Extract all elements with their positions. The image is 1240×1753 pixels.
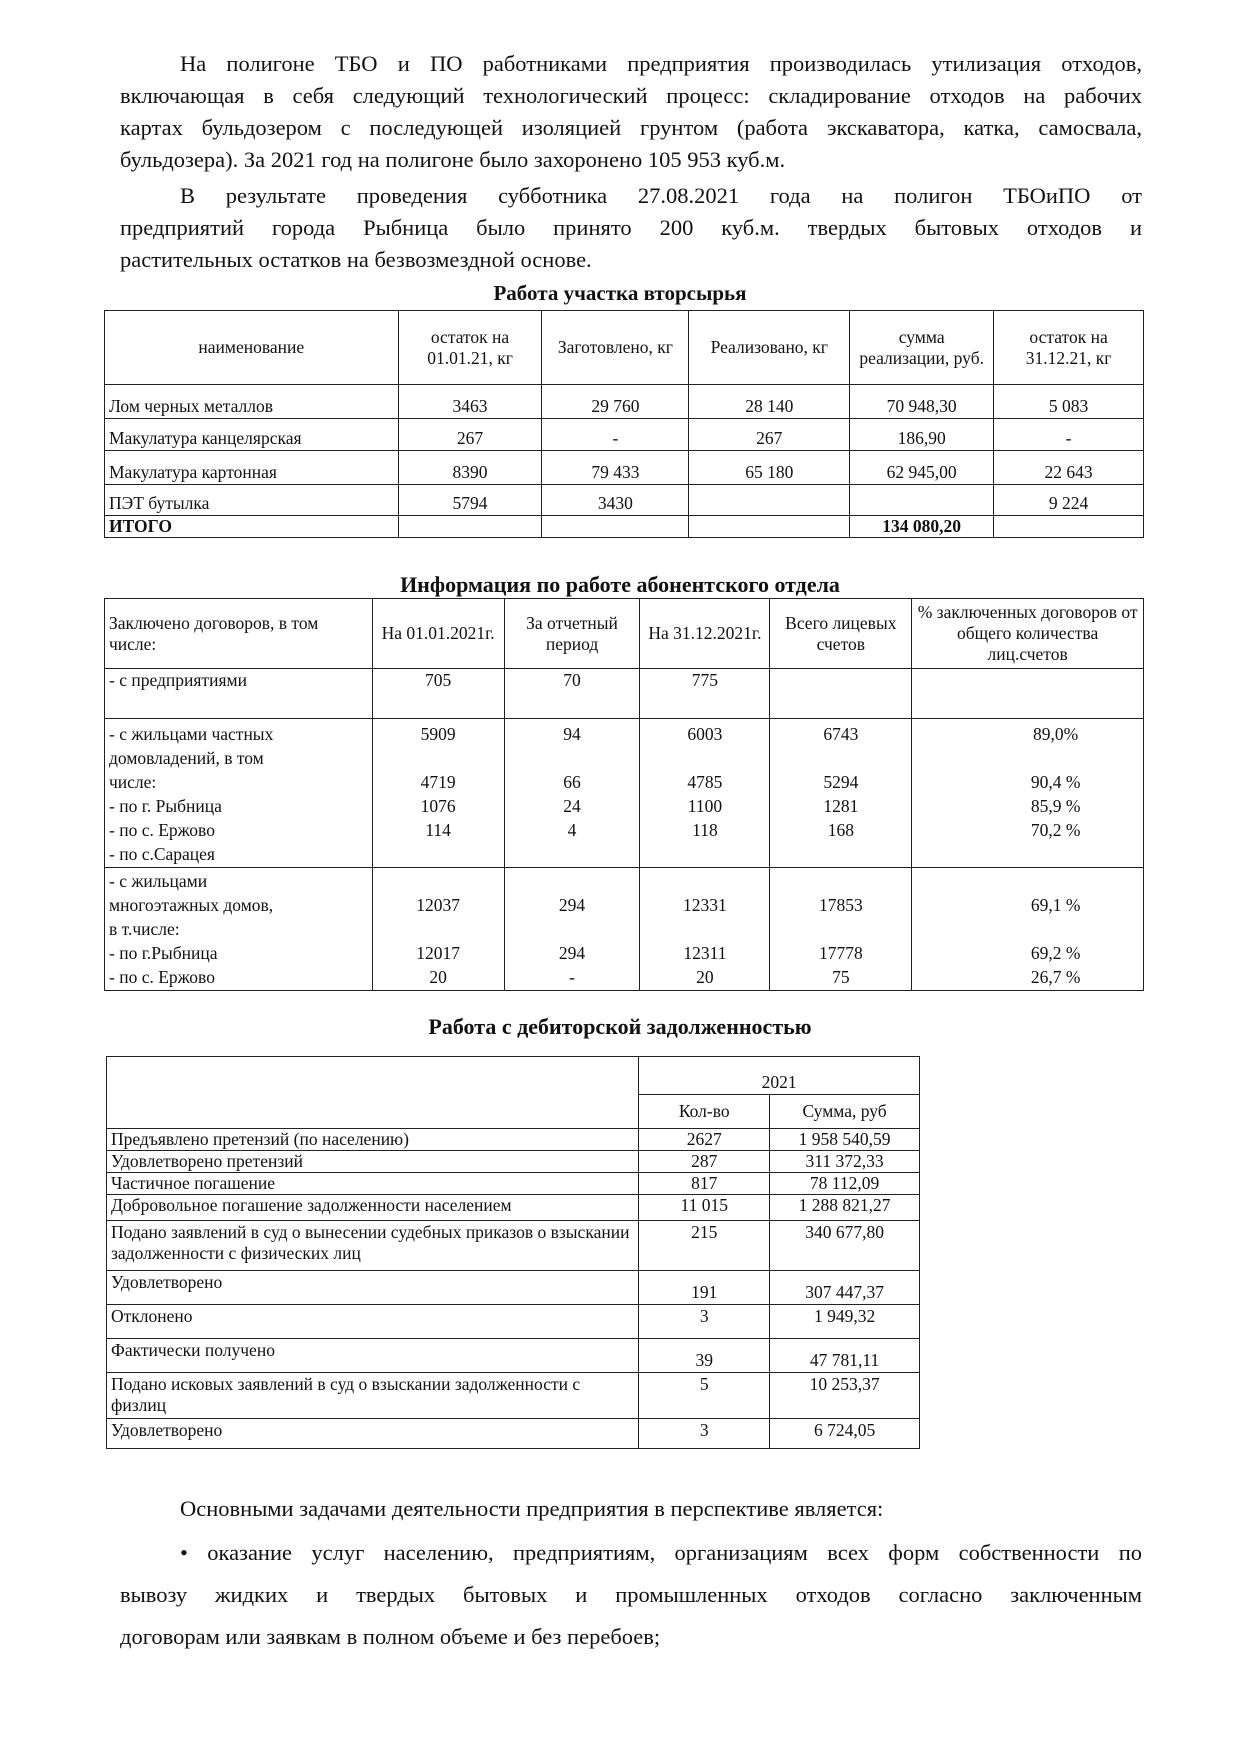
text-line: включающая в себя следующий технологический процесс: складирование отходов на рабочих: [120, 83, 1142, 108]
cell: 5794: [398, 485, 542, 516]
cell-line: 4: [567, 820, 577, 840]
cell: 186,90: [850, 419, 994, 451]
cell-line: [644, 869, 765, 893]
table-header-row: [105, 311, 1144, 385]
cell: 11 015: [639, 1195, 770, 1221]
debt-title: Работа с дебиторской задолженностью: [428, 1014, 812, 1039]
cell-line: [377, 869, 500, 893]
text-line: В результате проведения субботника 27.08.2021 года на полигон ТБОиПО от: [180, 183, 1142, 208]
cell-line: 69,2 %: [1030, 943, 1081, 963]
cell: 1 949,32: [770, 1305, 920, 1339]
cell: 134 080,20: [850, 516, 994, 538]
column-header: сумма реализации, руб.: [850, 311, 994, 385]
cell-line: 17853: [818, 895, 863, 915]
cell: Предъявлено претензий (по населению): [107, 1129, 639, 1151]
cell-line: 12311: [683, 943, 727, 963]
cell: 311 372,33: [770, 1151, 920, 1173]
cell: Подано заявлений в суд о вынесении судебных приказов о взыскании задолженности с физических лиц: [107, 1221, 639, 1271]
column-header: Заготовлено, кг: [542, 311, 689, 385]
cell-line: 6743: [823, 724, 859, 744]
cell: - с предприятиями: [105, 669, 373, 719]
cell: [770, 868, 912, 991]
cell: 5: [639, 1373, 770, 1419]
cell: 39: [639, 1339, 770, 1373]
cell: [105, 868, 373, 991]
table-row: [107, 1195, 920, 1221]
cell-line: 5294: [823, 772, 859, 792]
cell: -: [542, 419, 689, 451]
cell: [504, 719, 640, 868]
cell: [689, 485, 850, 516]
table-row: [107, 1339, 920, 1373]
table-row: [107, 1221, 920, 1271]
cell-line: [774, 917, 907, 941]
cell: ИТОГО: [105, 516, 399, 538]
column-header: остаток на 31.12.21, кг: [994, 311, 1144, 385]
text-line: картах бульдозером с последующей изоляцией грунтом (работа экскаватора, катка, самосвала,: [120, 115, 1142, 140]
cell: 70 948,30: [850, 385, 994, 419]
table-row: [107, 1173, 920, 1195]
cell: [398, 516, 542, 538]
cell: 9 224: [994, 485, 1144, 516]
recycling-title: Работа участка вторсырья: [493, 281, 747, 305]
cell-line: 168: [827, 820, 854, 840]
cell: Удовлетворено: [107, 1271, 639, 1305]
cell: 47 781,11: [770, 1339, 920, 1373]
cell-line: 1281: [823, 796, 859, 816]
cell-line: 5909: [420, 724, 456, 744]
cell: 705: [372, 669, 504, 719]
cell: 6 724,05: [770, 1419, 920, 1449]
debt-table: [106, 1056, 920, 1449]
cell: Лом черных металлов: [105, 385, 399, 419]
cell-line: [972, 746, 1139, 770]
cell: 62 945,00: [850, 451, 994, 485]
recycling-table: [104, 310, 1144, 538]
cell-line: 1076: [420, 796, 456, 816]
cell: 65 180: [689, 451, 850, 485]
cell-line: 90,4 %: [1030, 772, 1081, 792]
table-header-row: [107, 1057, 920, 1095]
cell: [770, 719, 912, 868]
cell: 1 958 540,59: [770, 1129, 920, 1151]
cell-line: [509, 869, 636, 893]
cell: Частичное погашение: [107, 1173, 639, 1195]
cell-line: [377, 917, 500, 941]
cell: [912, 669, 1144, 719]
cell-line: в т.числе:: [109, 919, 180, 939]
cell: 817: [639, 1173, 770, 1195]
cell: 3: [639, 1419, 770, 1449]
cell: 28 140: [689, 385, 850, 419]
column-header: Заключено договоров, в том числе:: [105, 599, 373, 669]
cell-line: 20: [696, 967, 714, 987]
cell: Отклонено: [107, 1305, 639, 1339]
cell: [372, 868, 504, 991]
outro-paragraph-1: [120, 1488, 1142, 1530]
cell-line: - с жильцами: [109, 871, 208, 891]
cell: ПЭТ бутылка: [105, 485, 399, 516]
intro-paragraph-2: [120, 180, 1142, 276]
column-header: На 31.12.2021г.: [640, 599, 770, 669]
cell-line: [509, 746, 636, 770]
cell: [542, 516, 689, 538]
column-header: Сумма, руб: [770, 1095, 920, 1129]
cell-line: - по г. Рыбница: [109, 796, 222, 816]
cell: Фактически получено: [107, 1339, 639, 1373]
cell-line: [377, 746, 500, 770]
table-row: [107, 1151, 920, 1173]
cell: [107, 1057, 639, 1129]
cell: 215: [639, 1221, 770, 1271]
cell-line: 85,9 %: [1030, 796, 1081, 816]
cell-line: 89,0%: [1033, 724, 1079, 744]
text-line: вывозу жидких и твердых бытовых и промышленных отходов согласно заключенным: [120, 1582, 1142, 1607]
cell: Удовлетворено претензий: [107, 1151, 639, 1173]
table-row: [107, 1271, 920, 1305]
column-header: Реализовано, кг: [689, 311, 850, 385]
cell-line: 12017: [416, 943, 460, 963]
cell-line: многоэтажных домов,: [109, 895, 274, 915]
cell: 3430: [542, 485, 689, 516]
cell-line: 294: [558, 943, 586, 963]
cell-line: [644, 746, 765, 770]
table-row: [105, 485, 1144, 516]
cell-line: - с жильцами частных: [109, 724, 274, 744]
table-row: [105, 385, 1144, 419]
text-line: На полигоне ТБО и ПО работниками предприятия производилась утилизация отходов,: [180, 51, 1142, 76]
subscriber-title: Информация по работе абонентского отдела: [400, 572, 840, 597]
text-line: • оказание услуг населению, предприятиям, организациям всех форм собственности по: [180, 1540, 1142, 1565]
cell: 79 433: [542, 451, 689, 485]
cell: [994, 516, 1144, 538]
cell-line: 114: [425, 820, 451, 840]
table-header-row: [105, 599, 1144, 669]
cell-line: 118: [692, 820, 718, 840]
table-row: [105, 451, 1144, 485]
cell-line: 1100: [687, 796, 723, 816]
cell-line: 4785: [687, 772, 723, 792]
cell: [372, 719, 504, 868]
cell-line: домовладений, в том: [109, 748, 264, 768]
column-header: Кол-во: [639, 1095, 770, 1129]
cell: -: [994, 419, 1144, 451]
column-header: остаток на 01.01.21, кг: [398, 311, 542, 385]
cell: [640, 868, 770, 991]
column-header: % заключенных договоров от общего количества лиц.счетов: [912, 599, 1144, 669]
outro-paragraph-2: [120, 1532, 1142, 1658]
cell: 8390: [398, 451, 542, 485]
text-line: Основными задачами деятельности предприятия в перспективе является:: [180, 1496, 884, 1521]
cell: 29 760: [542, 385, 689, 419]
table-row: [105, 419, 1144, 451]
cell-line: [774, 746, 907, 770]
cell: 10 253,37: [770, 1373, 920, 1419]
cell: [689, 516, 850, 538]
cell: [770, 669, 912, 719]
cell-line: 17778: [818, 943, 863, 963]
year-header: 2021: [639, 1057, 920, 1095]
cell-line: 4719: [420, 772, 456, 792]
cell: 3: [639, 1305, 770, 1339]
cell-line: 12331: [683, 895, 727, 915]
cell-line: 26,7 %: [1030, 967, 1081, 987]
cell-line: 94: [563, 724, 581, 744]
cell: Удовлетворено: [107, 1419, 639, 1449]
cell-line: 6003: [687, 724, 723, 744]
cell-line: - по с. Ержово: [109, 967, 215, 987]
column-header: наименование: [105, 311, 399, 385]
cell: 267: [398, 419, 542, 451]
cell: 78 112,09: [770, 1173, 920, 1195]
cell-line: 75: [832, 967, 850, 987]
cell: [912, 719, 1144, 868]
table-row: [105, 868, 1144, 991]
table-row: [107, 1419, 920, 1449]
cell: 267: [689, 419, 850, 451]
intro-paragraph-1: [120, 48, 1142, 176]
cell: 22 643: [994, 451, 1144, 485]
cell: 775: [640, 669, 770, 719]
cell: Подано исковых заявлений в суд о взыскании задолженности с физлиц: [107, 1373, 639, 1419]
cell: [504, 868, 640, 991]
cell-line: [972, 869, 1139, 893]
cell: 287: [639, 1151, 770, 1173]
subscriber-table: [104, 598, 1144, 991]
cell: 5 083: [994, 385, 1144, 419]
total-row: [105, 516, 1144, 538]
cell: 307 447,37: [770, 1271, 920, 1305]
cell-line: [972, 917, 1139, 941]
cell-line: 69,1 %: [1030, 895, 1081, 915]
text-line: договорам или заявкам в полном объеме и без перебоев;: [120, 1624, 661, 1649]
cell: [105, 719, 373, 868]
cell-line: - по г.Рыбница: [109, 943, 218, 963]
cell-line: 70,2 %: [1030, 820, 1081, 840]
column-header: На 01.01.2021г.: [372, 599, 504, 669]
cell-line: 66: [563, 772, 581, 792]
cell-line: -: [569, 967, 575, 987]
cell-line: 294: [558, 895, 586, 915]
table-row: [107, 1305, 920, 1339]
cell: Макулатура канцелярская: [105, 419, 399, 451]
cell-line: [509, 917, 636, 941]
table-row: [105, 719, 1144, 868]
table-row: [107, 1373, 920, 1419]
cell-line: 12037: [416, 895, 460, 915]
cell: [640, 719, 770, 868]
table-row: [105, 669, 1144, 719]
cell: 70: [504, 669, 640, 719]
cell-line: 20: [429, 967, 447, 987]
cell: Добровольное погашение задолженности населением: [107, 1195, 639, 1221]
column-header: За отчетный период: [504, 599, 640, 669]
cell: 3463: [398, 385, 542, 419]
cell: Макулатура картонная: [105, 451, 399, 485]
text-line: растительных остатков на безвозмездной основе.: [120, 247, 592, 272]
cell: 2627: [639, 1129, 770, 1151]
text-line: бульдозера). За 2021 год на полигоне было захоронено 105 953 куб.м.: [120, 147, 786, 172]
cell: [912, 868, 1144, 991]
cell: 1 288 821,27: [770, 1195, 920, 1221]
cell-line: числе:: [109, 772, 157, 792]
cell-line: - по с.Сарацея: [109, 844, 215, 864]
cell-line: - по с. Ержово: [109, 820, 215, 840]
column-header: Всего лицевых счетов: [770, 599, 912, 669]
cell: 340 677,80: [770, 1221, 920, 1271]
cell-line: [644, 917, 765, 941]
cell: [850, 485, 994, 516]
table-row: [107, 1129, 920, 1151]
cell-line: [774, 869, 907, 893]
cell: 191: [639, 1271, 770, 1305]
cell-line: 24: [563, 796, 581, 816]
text-line: предприятий города Рыбница было принято 200 куб.м. твердых бытовых отходов и: [120, 215, 1142, 240]
